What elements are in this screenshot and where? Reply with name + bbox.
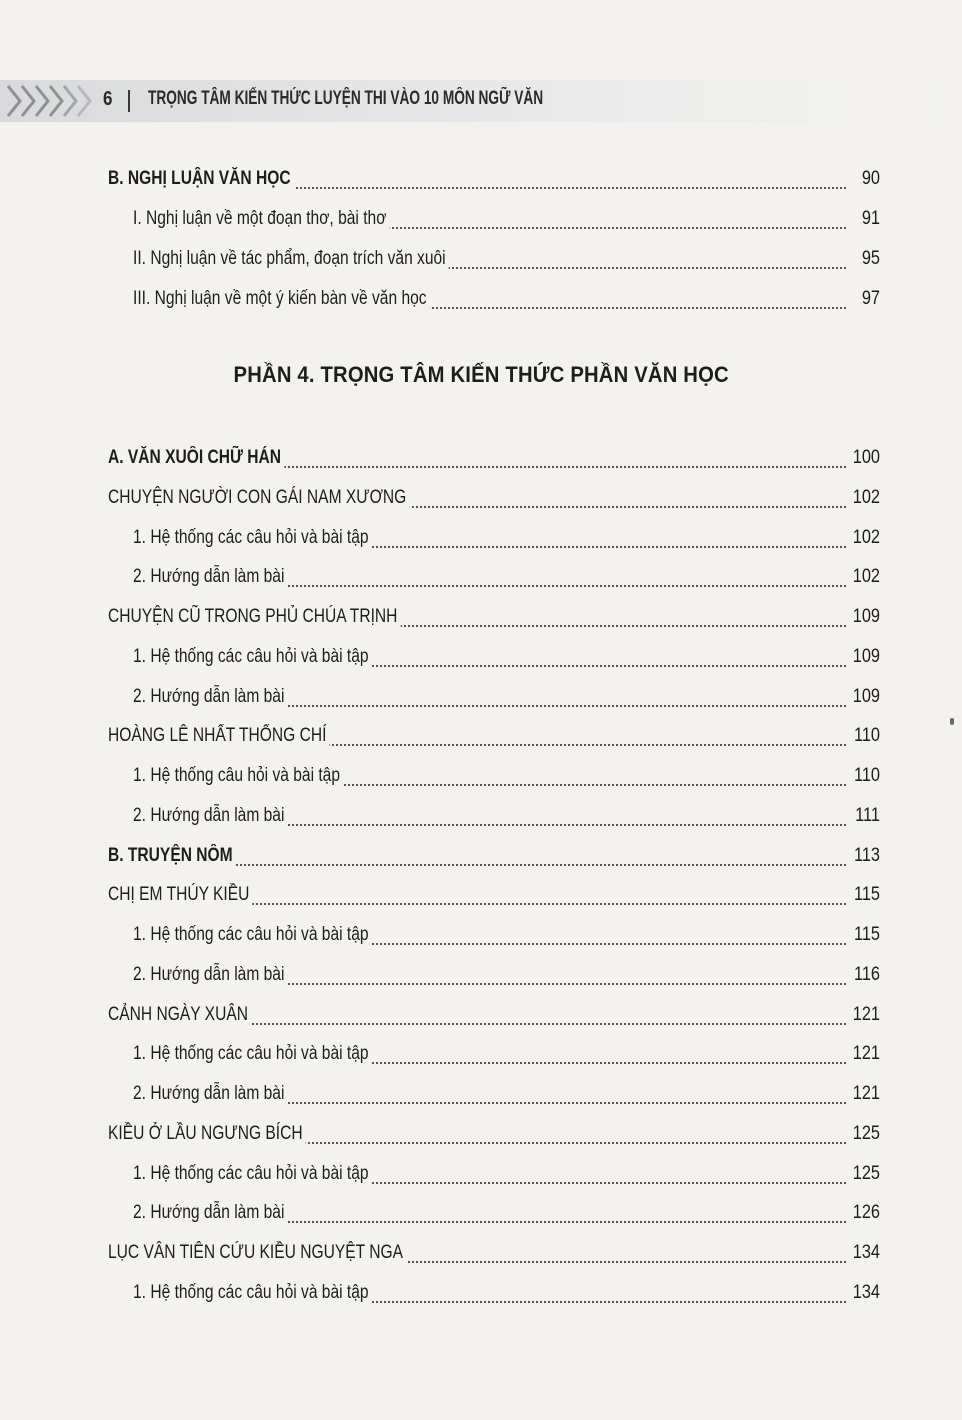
toc-entry [0,1079,962,1109]
toc-entry [0,761,962,791]
toc-entry-page: 100 [852,447,880,468]
toc-entry [0,1159,962,1189]
toc-entry [0,721,962,751]
toc-entry-page: 125 [852,1162,880,1184]
part-heading: PHẦN 4. TRỌNG TÂM KIẾN THỨC PHẦN VĂN HỌC [233,362,729,387]
toc-entry-title: 1. Hệ thống các câu hỏi và bài tập [133,1282,372,1304]
toc-entry-title: B. TRUYỆN NÔM [108,845,236,867]
toc-entry-page: 90 [861,168,880,189]
toc-entry [0,1119,962,1149]
toc-entry-page: 110 [853,725,880,747]
toc-entry [0,642,962,672]
toc-entry-title: 2. Hướng dẫn làm bài [133,805,288,827]
toc-entry-page: 125 [852,1122,880,1144]
toc-entry-page: 102 [852,526,880,548]
toc-entry-title: CHUYỆN CŨ TRONG PHỦ CHÚA TRỊNH [108,606,401,628]
toc-entry-page: 126 [852,1202,880,1224]
toc-entry [0,801,962,831]
toc-entry-page: 134 [852,1281,880,1303]
toc-entry-title: KIỀU Ở LẦU NGƯNG BÍCH [108,1123,306,1145]
toc-entry [0,960,962,990]
toc-entry-title: 1. Hệ thống các câu hỏi và bài tập [133,1043,372,1065]
toc-entry [0,682,962,712]
toc-entry-title: 2. Hướng dẫn làm bài [133,1083,288,1105]
toc-entry [0,920,962,950]
toc-entry-page: 97 [861,288,880,309]
toc-entry-title: III. Nghị luận về một ý kiến bàn về văn học [133,288,430,310]
toc-entry-page: 91 [861,208,880,229]
toc-entry-page: 113 [853,844,880,866]
toc-entry-title: 2. Hướng dẫn làm bài [133,686,288,708]
toc-entry [0,284,962,314]
toc-entry [0,244,962,274]
toc-entry-page: 116 [853,963,880,985]
toc-entry-title: 2. Hướng dẫn làm bài [133,566,288,588]
toc-entry [0,523,962,553]
toc-entry [0,1000,962,1030]
chevron-decoration-icon [6,82,94,120]
toc-entry [0,1198,962,1228]
toc-entry-title: 2. Hướng dẫn làm bài [133,964,288,986]
toc-entry-title: I. Nghị luận về một đoạn thơ, bài thơ [133,208,390,230]
toc-entry-title: 1. Hệ thống các câu hỏi và bài tập [133,646,372,668]
toc-entry-page: 115 [853,924,880,945]
toc-entry-page: 102 [852,566,880,588]
toc-entry-page: 121 [852,1003,880,1025]
toc-entry-page: 121 [852,1083,880,1104]
toc-entry-title: 1. Hệ thống các câu hỏi và bài tập [133,1163,372,1185]
toc-entry-title: CHỊ EM THÚY KIỀU [108,884,253,906]
toc-entry-title: LỤC VÂN TIÊN CỨU KIỀU NGUYỆT NGA [108,1242,406,1264]
toc-entry [0,483,962,513]
toc-entry-page: 95 [861,248,880,269]
toc-entry-title: B. NGHỊ LUẬN VĂN HỌC [108,168,294,190]
toc-entry [0,562,962,592]
toc-entry-page: 109 [852,685,880,707]
print-speck [950,718,954,725]
toc-entry-title: CHUYỆN NGƯỜI CON GÁI NAM XƯƠNG [108,487,410,509]
toc-entry [0,204,962,234]
toc-entry-title: CẢNH NGÀY XUÂN [108,1004,251,1026]
toc-entry-title: A. VĂN XUÔI CHỮ HÁN [108,447,284,469]
toc-entry-title: II. Nghị luận về tác phẩm, đoạn trích văn xuôi [133,248,449,270]
toc-entry-page: 121 [852,1043,880,1065]
toc-entry [0,602,962,632]
toc-entry-title: 1. Hệ thống câu hỏi và bài tập [133,765,343,787]
toc-entry [0,1278,962,1308]
toc-entry-page: 109 [852,606,880,627]
toc-entry-page: 110 [853,765,880,786]
page-number: 6 [103,88,113,110]
header-separator [128,90,130,112]
toc-entry-page: 134 [852,1242,880,1263]
toc-entry [0,841,962,871]
toc-entry [0,164,962,194]
toc-entry-title: 2. Hướng dẫn làm bài [133,1202,288,1224]
toc-entry-page: 115 [853,884,880,906]
toc-entry-page: 102 [852,486,880,508]
toc-entry-title: HOÀNG LÊ NHẤT THỐNG CHÍ [108,725,330,747]
toc-entry-page: 111 [855,804,880,826]
toc-entry-title: 1. Hệ thống các câu hỏi và bài tập [133,924,372,946]
toc-entry [0,443,962,473]
toc-entry-page: 109 [852,645,880,667]
running-title: TRỌNG TÂM KIẾN THỨC LUYỆN THI VÀO 10 MÔN NGỮ VĂN [148,88,544,109]
toc-entry [0,1039,962,1069]
toc-entry-title: 1. Hệ thống các câu hỏi và bài tập [133,527,372,549]
toc-entry [0,880,962,910]
toc-entry [0,1238,962,1268]
